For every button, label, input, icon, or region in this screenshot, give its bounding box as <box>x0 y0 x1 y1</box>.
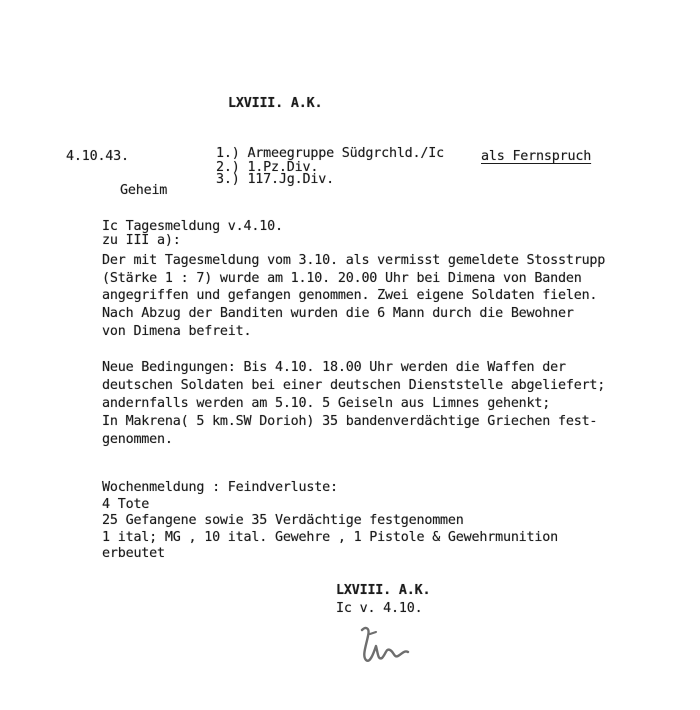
body-line-2: (Stärke 1 : 7) wurde am 1.10. 20.00 Uhr bei Dimena von Banden <box>102 271 582 286</box>
conditions-line-2: deutschen Soldaten bei einer deutschen Dienststelle abgeliefert; <box>102 378 606 393</box>
weekly-line-1: 4 Tote <box>102 497 150 512</box>
footer-unit: LXVIII. A.K. <box>336 583 431 598</box>
body-line-1: Der mit Tagesmeldung vom 3.10. als vermisst gemeldete Stosstrupp <box>102 253 606 268</box>
signature-mark <box>356 622 416 672</box>
header-unit: LXVIII. A.K. <box>228 96 323 111</box>
conditions-line-4: In Makrena( 5 km.SW Dorioh) 35 bandenverdächtige Griechen fest- <box>102 414 598 429</box>
body-line-5: von Dimena befreit. <box>102 324 252 339</box>
transmission-note: als Fernspruch <box>481 149 592 164</box>
report-reference: zu III a): <box>102 233 181 248</box>
conditions-line-5: genommen. <box>102 432 173 447</box>
report-title: Ic Tagesmeldung v.4.10. <box>102 219 283 234</box>
conditions-line-3: andernfalls werden am 5.10. 5 Geiseln aus Limnes gehenkt; <box>102 396 551 411</box>
header-date: 4.10.43. <box>66 149 129 164</box>
distribution-item-2: 2.) 1.Pz.Div. <box>216 160 319 175</box>
distribution-item-1: 1.) Armeegruppe Südgrchld./Ic <box>216 146 444 161</box>
weekly-line-2: 25 Gefangene sowie 35 Verdächtige festgenommen <box>102 513 464 528</box>
conditions-line-1: Neue Bedingungen: Bis 4.10. 18.00 Uhr werden die Waffen der <box>102 360 566 375</box>
classification-label: Geheim <box>120 183 168 198</box>
body-line-3: angegriffen und gefangen genommen. Zwei eigene Soldaten fielen. <box>102 288 598 303</box>
footer-ref: Ic v. 4.10. <box>336 601 423 616</box>
weekly-line-4: erbeutet <box>102 546 165 561</box>
distribution-item-3: 3.) 117.Jg.Div. <box>216 172 334 187</box>
weekly-heading: Wochenmeldung : Feindverluste: <box>102 480 338 495</box>
weekly-line-3: 1 ital; MG , 10 ital. Gewehre , 1 Pistole & Gewehrmunition <box>102 530 558 545</box>
body-line-4: Nach Abzug der Banditen wurden die 6 Mann durch die Bewohner <box>102 306 574 321</box>
